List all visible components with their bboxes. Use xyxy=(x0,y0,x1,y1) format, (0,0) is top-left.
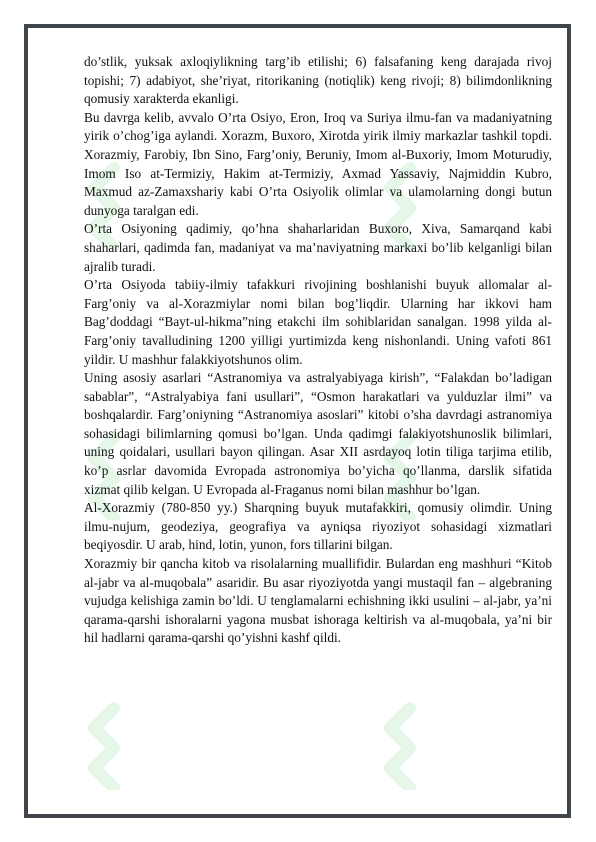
document-body xyxy=(84,53,552,648)
paragraph: O’rta Osiyoning qadimiy, qo’hna shaharlaridan Buxoro, Xiva, Samarqand kabi shaharlari, qadimda fan, madaniyat va ma’naviyatning markaxi bo’lib kelganligi bilan ajralib turadi. xyxy=(84,221,552,274)
paragraph: Bu davrga kelib, avvalo O’rta Osiyo, Eron, Iroq va Suriya ilmu-fan va madaniyatning yirik o’chog’iga aylandi. Xorazm, Buxoro, Xirotda yirik ilmiy markazlar tashkil topdi. Xorazmiy, Farobiy, Ibn Sino, Farg’oniy, Beruniy, Imom al-Buxoriy, Imom Moturudiy, Imom Iso at-Termiziy, Hakim at-Termiziy, Axmad Yassaviy, Najmiddin Kubro, Maxmud az-Zamaxshariy kabi O’rta Osiyolik olimlar va ulamolarning dongi butun dunyoga taralgan edi. xyxy=(84,109,552,218)
watermark-logo-icon xyxy=(84,700,124,790)
paragraph: do’stlik, yuksak axloqiylikning targ’ib etilishi; 6) falsafaning keng darajada rivoj topishi; 7) adabiyot, she’riyat, ritorikaning (notiqlik) keng rivoji; 8) bilimdonlikning qomusiy xarakterda ekanligi. xyxy=(84,54,552,107)
paragraph: Uning asosiy asarlari “Astranomiya va astralyabiyaga kirish”, “Falakdan bo’ladigan sabablar”, “Astralyabiya fani usullari”, “Osmon harakatlari va yulduzlar ilmi” va boshqalardir. Farg’oniyning “Astranomiya asoslari” kitobi o’sha davrdagi astranomiya sohasidagi bilimlarning qomusi bo’lgan. Unda qadimgi falakiyotshunoslik bilimlari, uning qoidalari, usullari bayon qilingan. Asar XII asrdayoq lotin tiliga tarjima etilib, ko’p asrlar davomida Evropada astronomiya bo’yicha qo’llanma, darslik sifatida xizmat qilib kelgan. U Evropada al-Fraganus nomi bilan mashhur bo’lgan. xyxy=(84,370,552,497)
paragraph: Xorazmiy bir qancha kitob va risolalarning muallifidir. Bulardan eng mashhuri “Kitob al-jabr va al-muqobala” asaridir. Bu asar riyoziyotda yangi mustaqil fan – algebraning vujudga kelishiga zamin bo’ldi. U tenglamalarni echishning ikki usulini – al-jabr, ya’ni qarama-qarshi ishoralarni yagona musbat ishoraga keltirish va al-muqobala, ya’ni bir hil hadlarni qarama-qarshi qo’yishni kashf qildi. xyxy=(84,556,552,646)
paragraph: O’rta Osiyoda tabiiy-ilmiy tafakkuri rivojining boshlanishi buyuk allomalar al-Farg’oniy va al-Xorazmiylar nomi bilan bog’liqdir. Ularning har ikkovi ham Bag’doddagi “Bayt-ul-hikma”ning etakchi ilm sohiblaridan sanalgan. 1998 yilda al-Farg’oniy tavalludining 1200 yilligi yurtimizda keng nishonlandi. Uning vafoti 861 yildir. U mashhur falakkiyotshunos olim. xyxy=(84,277,552,367)
paragraph: Al-Xorazmiy (780-850 yy.) Sharqning buyuk mutafakkiri, qomusiy olimdir. Uning ilmu-nujum, geodeziya, geografiya va ayniqsa riyoziyot sohasidagi xizmatlari beqiyosdir. U arab, hind, lotin, yunon, fors tillarini bilgan. xyxy=(84,500,552,553)
watermark-logo-icon xyxy=(380,700,420,790)
